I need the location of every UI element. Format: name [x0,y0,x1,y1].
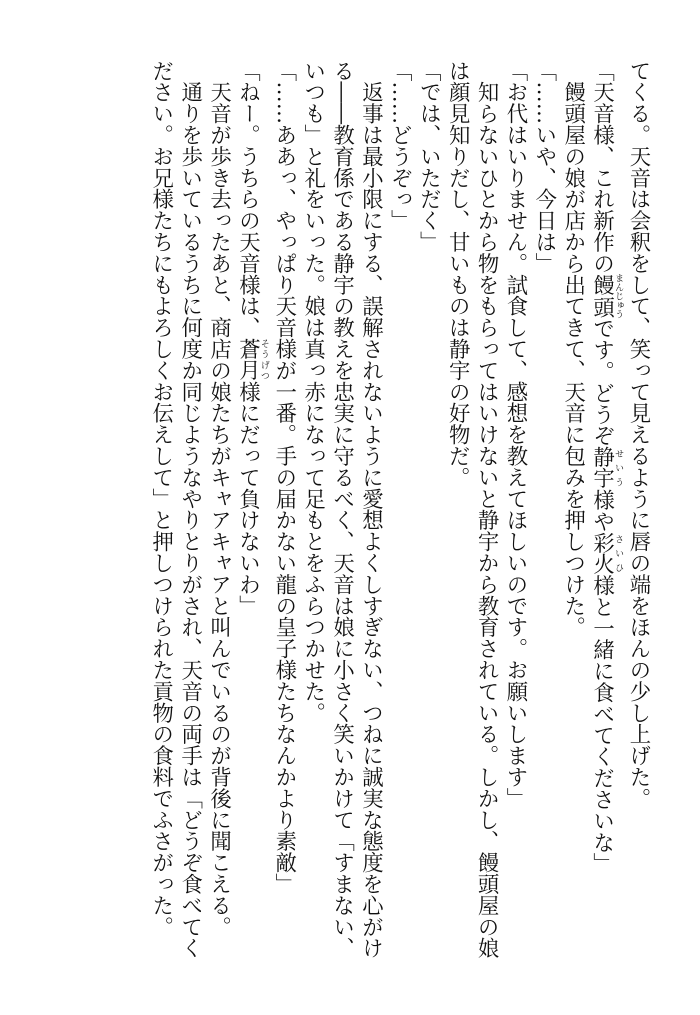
text-segment: 通りを歩いているうちに何度か同じようなやりとりがされ、天音の両手は「どうぞ食べてく [177,60,203,959]
ruby-reading: せいう [613,446,624,490]
text-segment: 「天音様、これ新作の [589,60,615,274]
text-line [204,60,233,970]
text-line [327,60,356,970]
ruby-base: 蒼月 [235,338,261,382]
ruby-reading: まんじゅう [613,273,624,319]
ruby-annotation [589,446,624,490]
text-segment: 「……どうぞっ」 [387,60,413,232]
text-segment: ださい。お兄様たちにもよろしくお伝えして」と押しつけられた貢物の食料でふさがった。 [148,60,174,938]
ruby-annotation [589,531,624,575]
text-segment: 様にだって負けないわ」 [235,381,261,617]
text-line [146,60,175,970]
text-segment: いつも」と礼をいった。娘は真っ赤になって足もとをふらつかせた。 [300,60,326,724]
text-segment: 「ねー。うちらの天音様は、 [235,60,261,339]
text-line [356,60,385,970]
text-line [558,60,587,970]
ruby-annotation [235,338,269,382]
text-line [471,60,500,970]
text-line [442,60,471,970]
text-segment: てくる。天音は会釈をして、笑って見えるように唇の端をほんの少し上げた。 [626,60,651,809]
text-segment: 返事は最小限にする、誤解されないように愛想よくしすぎない、つねに誠実な態度を心がけ [358,60,384,959]
text-line [298,60,327,970]
ruby-base: 饅頭 [589,273,615,319]
text-segment: 様や [589,489,615,532]
text-segment: は顔見知りだし、甘いものは静宇の好物だ。 [445,60,471,488]
text-segment: 「……ああっ、やっぱり天音様が一番。手の届かない龍の皇子様たちなんかより素敵」 [271,60,297,895]
ruby-reading: そうげつ [258,338,269,382]
text-segment: 「……いや、今日は」 [531,60,557,274]
text-line [500,60,529,970]
ruby-base: 彩火 [589,531,615,575]
text-line [269,60,298,970]
text-segment: です。どうぞ [589,317,615,447]
text-line [623,60,652,970]
text-segment: 「お代はいりません。試食して、感想を教えてほしいのです。お願いします」 [502,60,528,809]
ruby-annotation [589,273,624,319]
text-segment: 天音が歩き去ったあと、商店の娘たちがキャアキャアと叫んでいるのが背後に聞こえる。 [206,60,232,938]
text-line [384,60,413,970]
text-line [413,60,442,970]
text-segment: 様と一緒に食べてくださいな」 [589,574,615,875]
ruby-reading: さいひ [613,531,624,575]
vertical-text-body [146,60,652,970]
ruby-base: 静宇 [589,446,615,490]
text-line [175,60,204,970]
text-segment: 饅頭屋の娘が店から出てきて、天音に包みを押しつけた。 [560,60,586,638]
text-segment: る――教育係である静宇の教えを忠実に守るべく、天音は娘に小さく笑いかけて「すまない、 [329,60,355,959]
text-line [529,60,558,970]
text-line [233,60,269,970]
text-segment: 「では、いただく」 [416,60,442,253]
text-segment: 知らないひとから物をもらってはいけないと静宇から教育されている。しかし、饅頭屋の娘 [474,60,500,959]
text-line [587,60,623,970]
